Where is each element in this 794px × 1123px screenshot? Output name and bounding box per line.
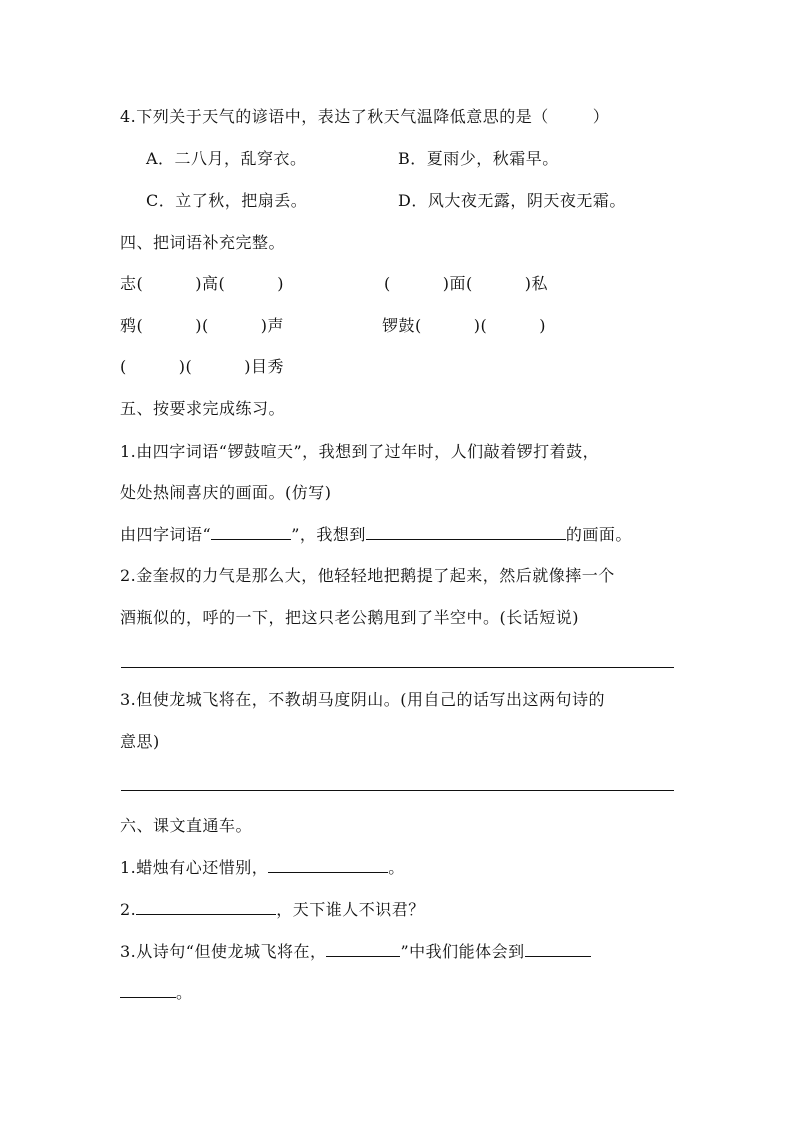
section4-row3-word1 [120,356,284,378]
section5-title: 五、按要求完成练习。 [120,399,286,418]
fill-text: ”，我想到 [291,525,366,544]
section4-row2-word1 [120,315,284,337]
fill-text: 3.从诗句“但使龙城飞将在， [120,942,327,961]
fill-text: 由四字词语“ [120,525,212,544]
section5-q1-fill [120,524,632,546]
fill-text: 1.蜡烛有心还惜别， [120,858,269,877]
fill-blank-feeling[interactable] [525,942,591,957]
paren-text: )( [178,357,193,376]
fill-text: ”中我们能体会到 [400,942,525,961]
section6-q1 [120,857,405,879]
section5-q3-line1: 3.但使龙城飞将在，不教胡马度阴山。(用自己的话写出这两句诗的 [120,690,606,709]
fill-text: 2. [120,900,137,919]
q4-option-a: A．二八月，乱穿衣。 [146,149,307,168]
section6-title: 六、课文直通车。 [120,816,253,835]
fill-blank[interactable] [136,900,276,915]
section6-q2 [120,899,425,921]
q4-stem-line [120,106,609,128]
section4-row2-word2 [382,315,546,337]
answer-line-q3[interactable] [121,790,674,791]
fill-text: ，天下谁人不识君？ [276,900,425,919]
paren-text: 鸦( [120,316,144,335]
q4-stem-close: ） [592,107,610,126]
q4-option-b: B．夏雨少，秋霜早。 [398,149,559,168]
fill-text: 的画面。 [565,525,632,544]
fill-blank-feeling-cont[interactable] [120,983,176,998]
section4-row1-word1 [120,273,284,295]
paren-text: 志( [120,274,144,293]
fill-text: 。 [388,858,405,877]
paren-text: ) [539,316,546,335]
paren-text: )目秀 [244,357,284,376]
section6-q3 [120,941,591,963]
fill-blank-verse[interactable] [326,942,400,957]
paren-text: 锣鼓( [382,316,422,335]
section5-q2-line2: 酒瓶似的，呼的一下，把这只老公鹅甩到了半空中。(长话短说) [120,608,579,627]
paren-text: ) [277,274,284,293]
paren-text: )私 [524,274,548,293]
q4-option-c: C．立了秋，把扇丢。 [146,191,308,210]
section4-title: 四、把词语补充完整。 [120,233,286,252]
section5-q3-line2: 意思) [120,732,160,751]
section5-q1-line1: 1.由四字词语“锣鼓喧天”，我想到了过年时，人们敲着锣打着鼓， [120,442,600,461]
q4-option-d: D．风大夜无露，阴天夜无霜。 [398,191,626,210]
paren-text: ( [120,357,127,376]
section5-q1-line2: 处处热闹喜庆的画面。(仿写) [120,483,332,502]
section4-row1-word2 [384,273,548,295]
q4-stem: 4.下列关于天气的谚语中，表达了秋天气温降低意思的是（ [120,107,549,126]
fill-blank[interactable] [268,858,388,873]
fill-blank-word[interactable] [211,525,291,540]
section6-q3-cont [120,982,193,1004]
fill-text: 。 [176,983,193,1002]
paren-text: )( [473,316,488,335]
paren-text: )面( [442,274,473,293]
fill-blank-scene[interactable] [366,525,566,540]
paren-text: )( [195,316,209,335]
paren-text: ( [384,274,391,293]
section5-q2-line1: 2.金奎叔的力气是那么大，他轻轻地把鹅提了起来，然后就像摔一个 [120,566,615,585]
paren-text: )声 [260,316,284,335]
paren-text: )高( [195,274,226,293]
answer-line-q2[interactable] [121,667,674,668]
